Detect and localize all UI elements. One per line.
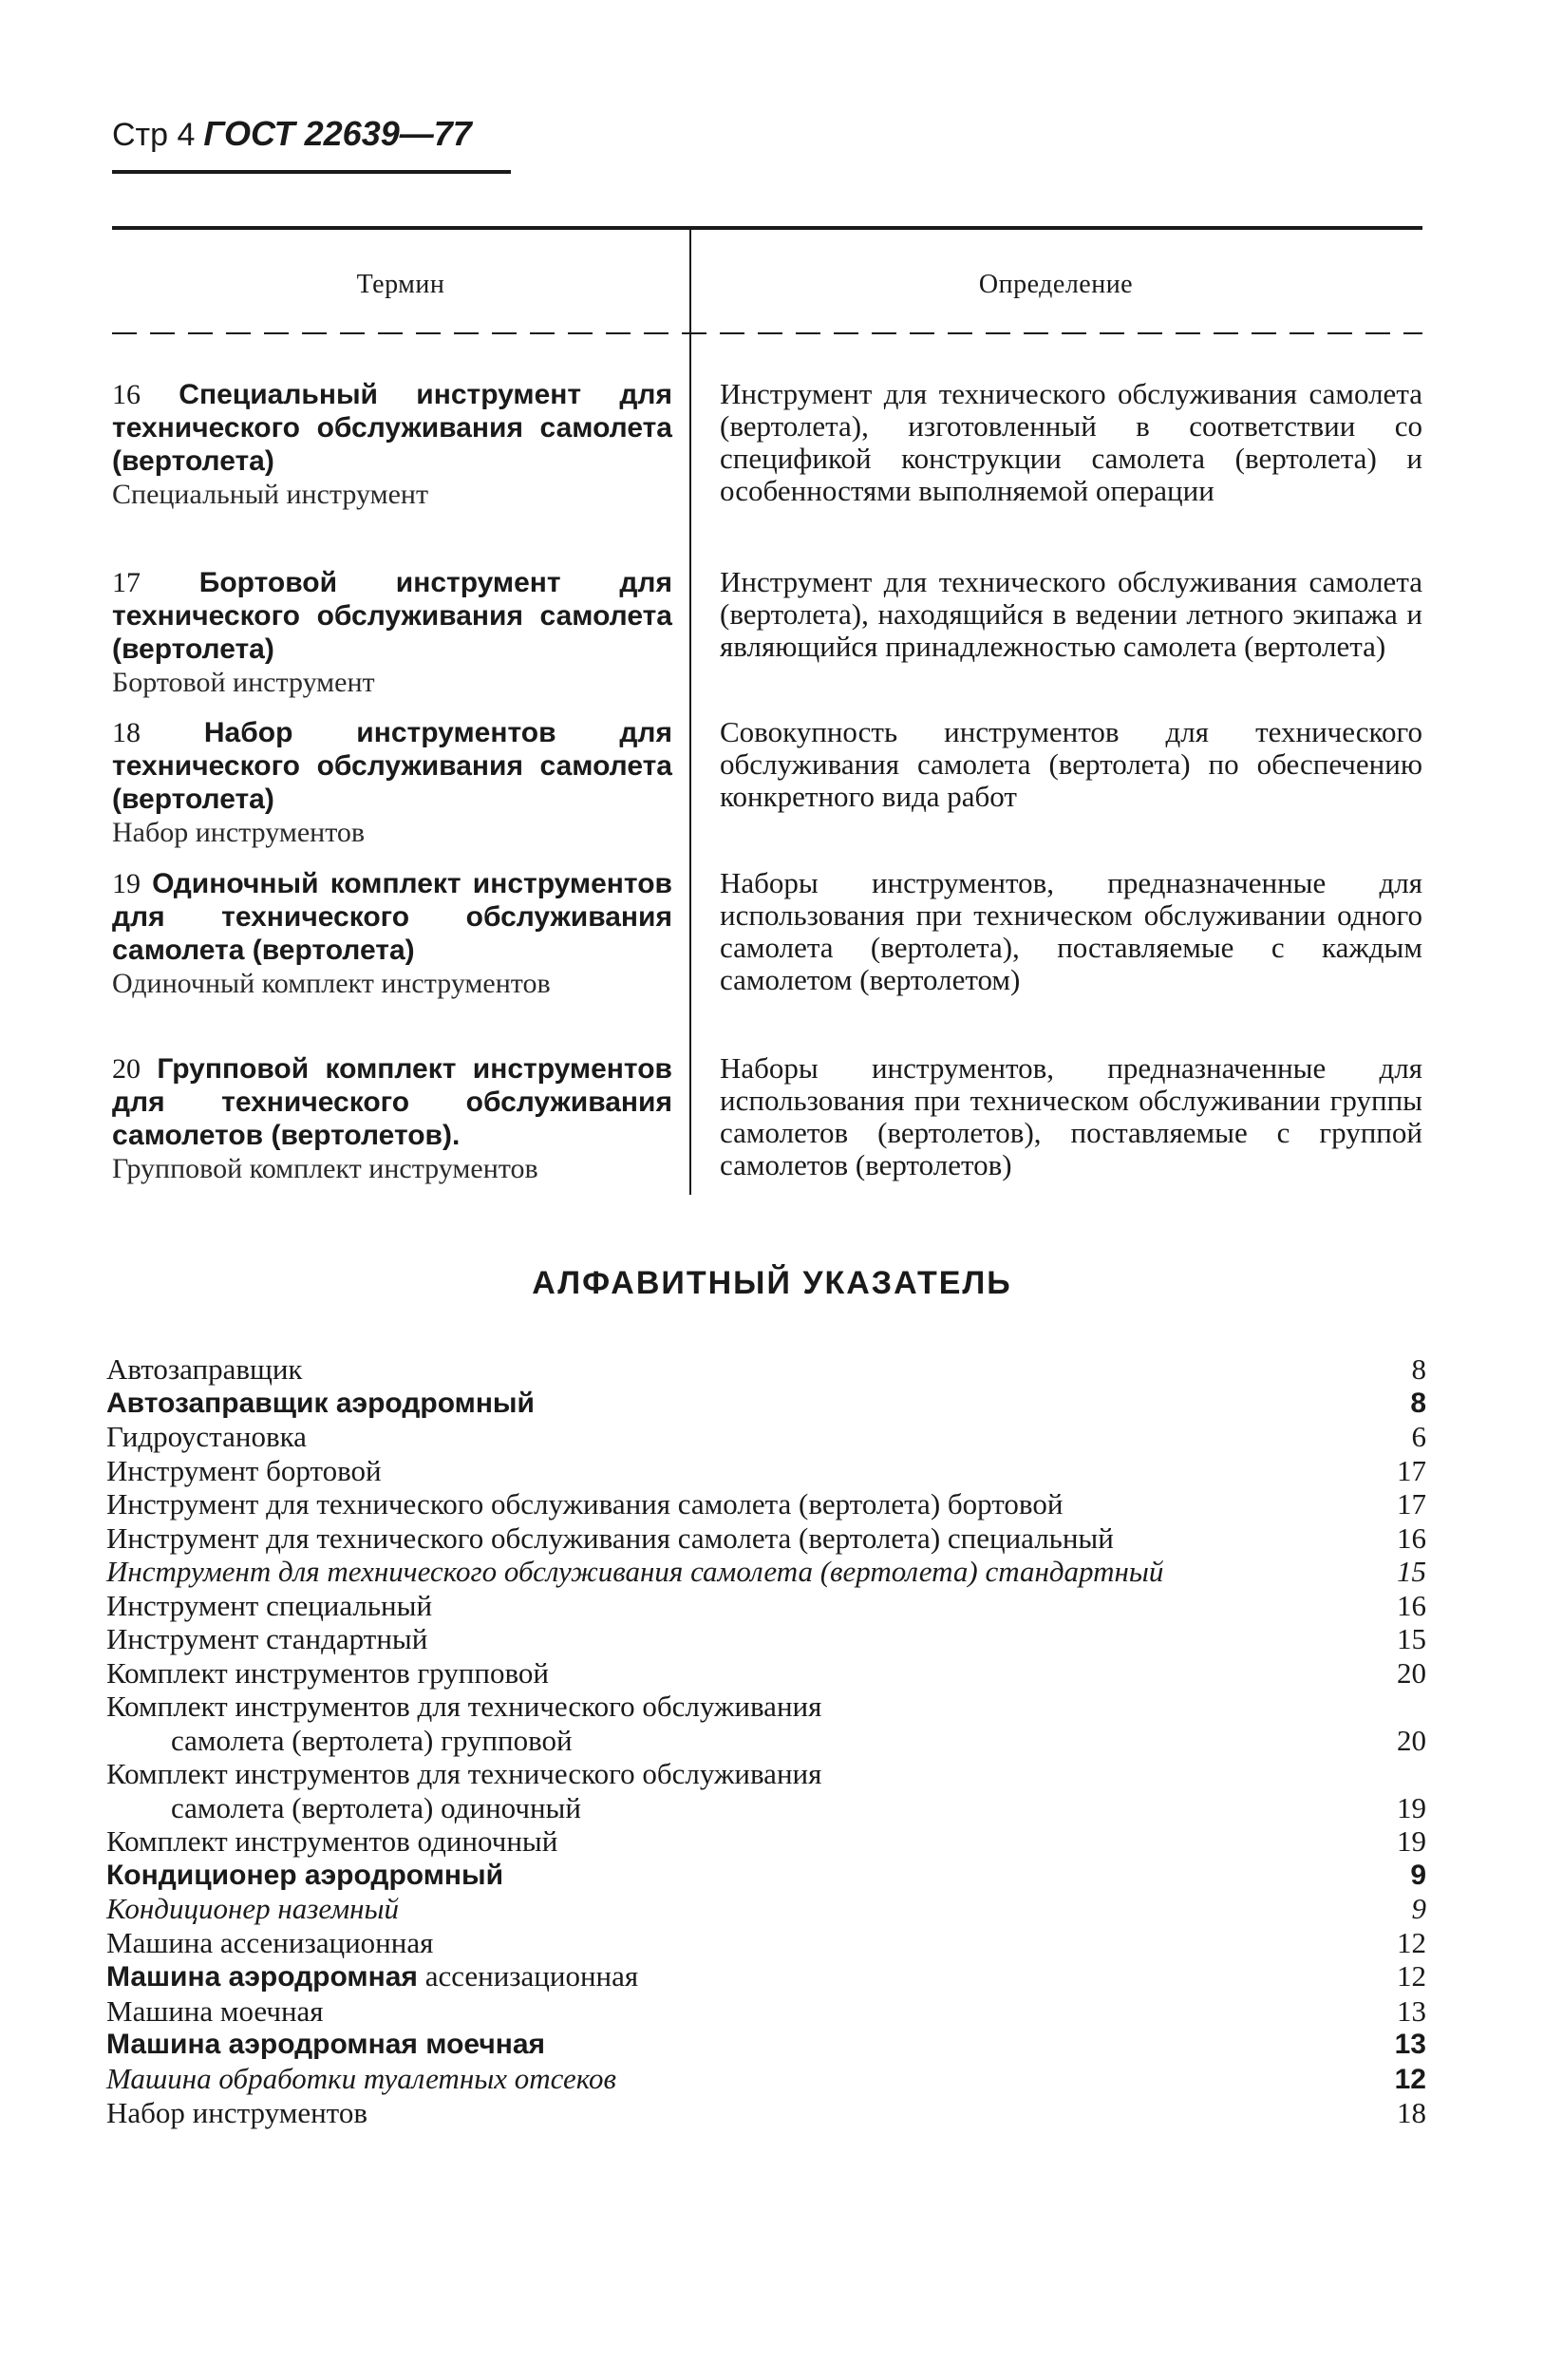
index-term: Инструмент стандартный — [106, 1622, 428, 1655]
index-term: Комплект инструментов групповой — [106, 1655, 549, 1690]
index-term: Кондиционер аэродромный — [106, 1859, 504, 1891]
index-entry — [106, 1994, 1426, 2029]
index-entry — [106, 1352, 1426, 1387]
index-term: Комплект инструментов для технического обслуживания — [106, 1690, 822, 1723]
document-code: ГОСТ 22639—77 — [203, 114, 472, 153]
index-term: Инструмент для технического обслуживания самолета (вертолета) бортовой — [106, 1487, 1064, 1521]
term-text: Специальный инструмент для технического обслуживания самолета (вертолета) — [112, 379, 672, 477]
index-term: Набор инструментов — [106, 2096, 367, 2129]
definition-cell — [720, 867, 1422, 996]
index-page: 16 — [1397, 1521, 1426, 1555]
term-number: 20 — [112, 1053, 141, 1085]
index-term: Машина ассенизационная — [106, 1925, 434, 1959]
index-term: Инструмент для технического обслуживания самолета (вертолета) стандартный — [106, 1555, 1164, 1588]
page-number: Стр 4 — [112, 117, 196, 153]
index-term: Автозаправщик — [106, 1352, 303, 1386]
index-page: 19 — [1397, 1790, 1426, 1824]
definition-cell — [720, 378, 1422, 507]
index-term: Машина аэродромная моечная — [106, 2029, 546, 2060]
index-entry — [106, 1926, 1426, 1960]
index-term: Инструмент бортовой — [106, 1453, 382, 1487]
term-short-form: Специальный инструмент — [112, 479, 429, 510]
index-term: Инструмент специальный — [106, 1588, 433, 1622]
index-page: 13 — [1397, 1993, 1426, 2028]
term-text: Одиночный комплект инструментов для технического обслуживания самолета (вертолета) — [112, 868, 672, 966]
index-page: 17 — [1397, 1453, 1426, 1487]
page-header — [112, 112, 511, 174]
index-term: Машина моечная — [106, 1993, 324, 2028]
table-header-rule — [112, 332, 1422, 334]
term-cell — [112, 1052, 672, 1185]
term-short-form: Набор инструментов — [112, 817, 366, 848]
term-cell — [112, 716, 672, 849]
index-term: самолета (вертолета) групповой — [171, 1723, 573, 1757]
table-header — [112, 230, 1422, 340]
definition-text: Инструмент для технического обслуживания самолета (вертолета), находящийся в ведении летного экипажа и являющийся принадлежностью самолета (вертолета) — [720, 565, 1422, 663]
index-page: 15 — [1397, 1555, 1426, 1588]
definition-cell — [720, 716, 1422, 813]
definition-text: Совокупность инструментов для технического обслуживания самолета (вертолета) по обеспечению конкретного вида работ — [720, 715, 1422, 813]
index-entry — [106, 1521, 1426, 1556]
term-text: Набор инструментов для технического обслуживания самолета (вертолета) — [112, 717, 672, 815]
index-page: 13 — [1394, 2029, 1426, 2060]
term-cell — [112, 867, 672, 1000]
index-entry — [106, 1690, 1426, 1724]
index-page: 18 — [1397, 2096, 1426, 2129]
index-page: 8 — [1410, 1387, 1426, 1419]
index-title: АЛФАВИТНЫЙ УКАЗАТЕЛЬ — [532, 1265, 1012, 1301]
index-entry-continuation — [106, 1724, 1426, 1758]
definition-cell — [720, 1052, 1422, 1181]
index-entry — [106, 1589, 1426, 1623]
term-cell — [112, 378, 672, 511]
index-entry — [106, 1420, 1426, 1454]
alphabetical-index — [106, 1352, 1426, 2130]
table-row — [112, 716, 1422, 849]
index-entry — [106, 2028, 1426, 2062]
index-page: 9 — [1411, 1892, 1426, 1925]
index-entry — [106, 1656, 1426, 1691]
table-row — [112, 566, 1422, 699]
index-term: Комплект инструментов для технического обслуживания — [106, 1757, 822, 1790]
index-entry — [106, 1555, 1426, 1589]
table-row — [112, 378, 1422, 511]
index-page: 12 — [1394, 2063, 1426, 2095]
index-term: Комплект инструментов одиночный — [106, 1824, 558, 1858]
index-entry — [106, 2096, 1426, 2130]
index-page: 12 — [1397, 1925, 1426, 1959]
index-page: 12 — [1397, 1959, 1426, 1993]
index-page: 17 — [1397, 1487, 1426, 1521]
index-page: 15 — [1397, 1622, 1426, 1655]
index-entry — [106, 1622, 1426, 1656]
column-header-term: Термин — [356, 270, 445, 299]
term-short-form: Одиночный комплект инструментов — [112, 968, 551, 999]
index-entry — [106, 1892, 1426, 1926]
index-entry — [106, 1454, 1426, 1488]
term-number: 19 — [112, 868, 141, 899]
index-entry — [106, 1757, 1426, 1791]
term-text: Бортовой инструмент для технического обслуживания самолета (вертолета) — [112, 567, 672, 665]
column-divider — [689, 226, 691, 1195]
column-header-definition: Определение — [978, 270, 1134, 299]
terms-table — [112, 226, 1422, 1184]
index-term: Автозаправщик аэродромный — [106, 1387, 535, 1419]
index-page: 8 — [1411, 1352, 1426, 1386]
index-entry — [106, 1387, 1426, 1421]
index-page: 6 — [1411, 1420, 1426, 1453]
table-row — [112, 867, 1422, 1000]
index-page: 9 — [1410, 1859, 1426, 1891]
definition-text: Инструмент для технического обслуживания самолета (вертолета), изготовленный в соответствии со спецификой конструкции самолета (вертолета) и особенностями выполняемой операции — [720, 377, 1422, 507]
index-entry — [106, 1824, 1426, 1859]
index-entry — [106, 1959, 1426, 1994]
term-short-form: Бортовой инструмент — [112, 667, 375, 698]
index-page: 20 — [1397, 1655, 1426, 1690]
index-term: Машина аэродромная — [106, 1961, 418, 1993]
index-page: 20 — [1397, 1723, 1426, 1757]
term-number: 17 — [112, 567, 141, 598]
index-term: Кондиционер наземный — [106, 1892, 399, 1925]
index-page: 16 — [1397, 1588, 1426, 1622]
definition-text: Наборы инструментов, предназначенные для использования при техническом обслуживании одного самолета (вертолета), поставляемые с каждым самолетом (вертолетом) — [720, 866, 1422, 996]
index-entry — [106, 1487, 1426, 1521]
index-term: Машина обработки туалетных отсеков — [106, 2061, 616, 2095]
term-number: 18 — [112, 717, 141, 748]
term-short-form: Групповой комплект инструментов — [112, 1153, 538, 1184]
term-number: 16 — [112, 379, 141, 410]
header-underline — [112, 170, 511, 174]
term-cell — [112, 566, 672, 699]
index-entry-continuation — [106, 1791, 1426, 1825]
index-term: Инструмент для технического обслуживания самолета (вертолета) специальный — [106, 1521, 1114, 1555]
index-term: Гидроустановка — [106, 1420, 307, 1453]
index-term-suffix: ассенизационная — [424, 1959, 639, 1993]
index-entry — [106, 2062, 1426, 2097]
index-term: самолета (вертолета) одиночный — [171, 1790, 581, 1824]
definition-text: Наборы инструментов, предназначенные для использования при техническом обслуживании группы самолетов (вертолетов), поставляемые с группой самолетов (вертолетов) — [720, 1051, 1422, 1181]
index-page: 19 — [1397, 1824, 1426, 1858]
term-text: Групповой комплект инструментов для технического обслуживания самолетов (вертолетов). — [112, 1053, 672, 1151]
index-entry — [106, 1859, 1426, 1893]
table-row — [112, 1052, 1422, 1185]
definition-cell — [720, 566, 1422, 663]
